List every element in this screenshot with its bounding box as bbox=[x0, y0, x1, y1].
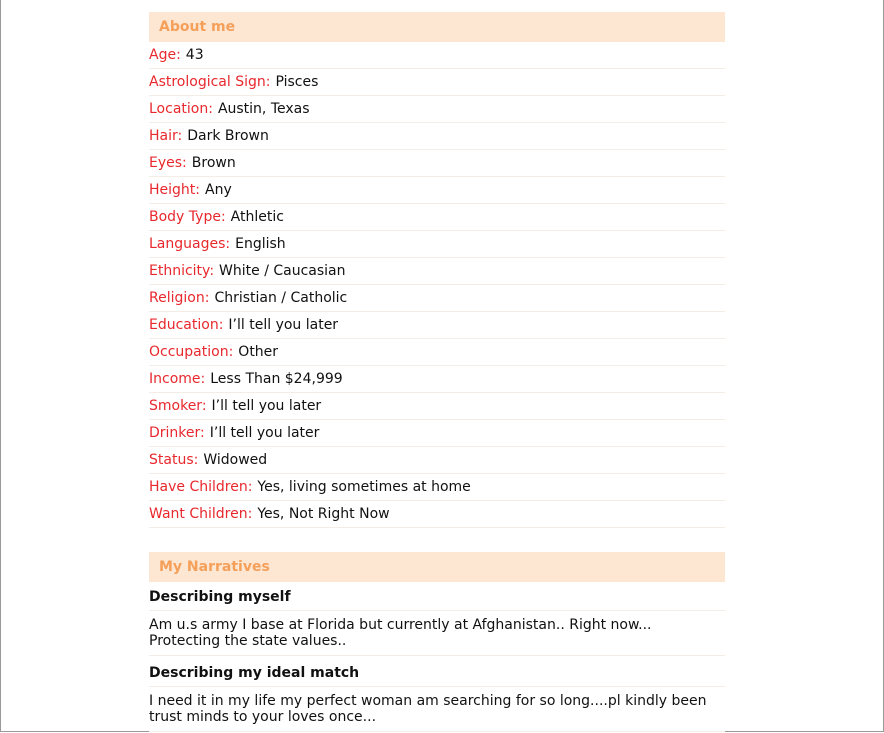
field-label: Income: bbox=[149, 371, 206, 387]
field-label: Occupation: bbox=[149, 344, 234, 360]
field-label: Age: bbox=[149, 47, 181, 63]
section-spacer bbox=[149, 528, 725, 552]
field-income bbox=[149, 366, 725, 393]
field-value: Brown bbox=[191, 155, 236, 171]
narrative-title: Describing my ideal match bbox=[149, 660, 725, 687]
field-occupation bbox=[149, 339, 725, 366]
field-value: Athletic bbox=[230, 209, 284, 225]
profile-content bbox=[149, 12, 725, 732]
field-label: Location: bbox=[149, 101, 213, 117]
field-have-children bbox=[149, 474, 725, 501]
narrative-text: I need it in my life my perfect woman am searching for so long....pl kindly been trust minds to your loves once... bbox=[149, 687, 725, 732]
field-value: Christian / Catholic bbox=[214, 290, 348, 306]
field-location bbox=[149, 96, 725, 123]
narratives-header: My Narratives bbox=[149, 552, 725, 582]
field-value: Pisces bbox=[275, 74, 319, 90]
field-value: White / Caucasian bbox=[219, 263, 346, 279]
field-label: Drinker: bbox=[149, 425, 205, 441]
field-status bbox=[149, 447, 725, 474]
field-value: I’ll tell you later bbox=[228, 317, 339, 333]
field-height bbox=[149, 177, 725, 204]
field-value: I’ll tell you later bbox=[209, 425, 320, 441]
field-label: Body Type: bbox=[149, 209, 226, 225]
field-age bbox=[149, 42, 725, 69]
narrative-ideal-match bbox=[149, 660, 725, 732]
field-value: I’ll tell you later bbox=[211, 398, 322, 414]
narrative-title: Describing myself bbox=[149, 584, 725, 611]
field-value: Dark Brown bbox=[187, 128, 269, 144]
field-value: Yes, living sometimes at home bbox=[257, 479, 471, 495]
field-value: Austin, Texas bbox=[217, 101, 310, 117]
field-label: Smoker: bbox=[149, 398, 207, 414]
field-label: Height: bbox=[149, 182, 200, 198]
field-label: Have Children: bbox=[149, 479, 253, 495]
field-value: Yes, Not Right Now bbox=[257, 506, 390, 522]
field-label: Astrological Sign: bbox=[149, 74, 271, 90]
narrative-describing-myself bbox=[149, 584, 725, 656]
field-value: Any bbox=[205, 182, 232, 198]
field-value: Widowed bbox=[203, 452, 268, 468]
field-drinker bbox=[149, 420, 725, 447]
field-smoker bbox=[149, 393, 725, 420]
field-label: Languages: bbox=[149, 236, 231, 252]
field-value: English bbox=[235, 236, 286, 252]
field-value: Other bbox=[238, 344, 279, 360]
field-body-type bbox=[149, 204, 725, 231]
field-ethnicity bbox=[149, 258, 725, 285]
field-value: 43 bbox=[185, 47, 204, 63]
about-me-fields bbox=[149, 42, 725, 528]
narrative-text: Am u.s army I base at Florida but currently at Afghanistan.. Right now... Protecting the state values.. bbox=[149, 611, 725, 656]
field-value: Less Than $24,999 bbox=[210, 371, 343, 387]
field-religion bbox=[149, 285, 725, 312]
field-languages bbox=[149, 231, 725, 258]
field-label: Hair: bbox=[149, 128, 183, 144]
field-label: Education: bbox=[149, 317, 224, 333]
field-education bbox=[149, 312, 725, 339]
field-hair bbox=[149, 123, 725, 150]
field-eyes bbox=[149, 150, 725, 177]
field-label: Status: bbox=[149, 452, 199, 468]
field-label: Ethnicity: bbox=[149, 263, 215, 279]
field-label: Want Children: bbox=[149, 506, 253, 522]
field-label: Eyes: bbox=[149, 155, 187, 171]
field-want-children bbox=[149, 501, 725, 528]
about-me-header: About me bbox=[149, 12, 725, 42]
field-astrological-sign bbox=[149, 69, 725, 96]
field-label: Religion: bbox=[149, 290, 210, 306]
